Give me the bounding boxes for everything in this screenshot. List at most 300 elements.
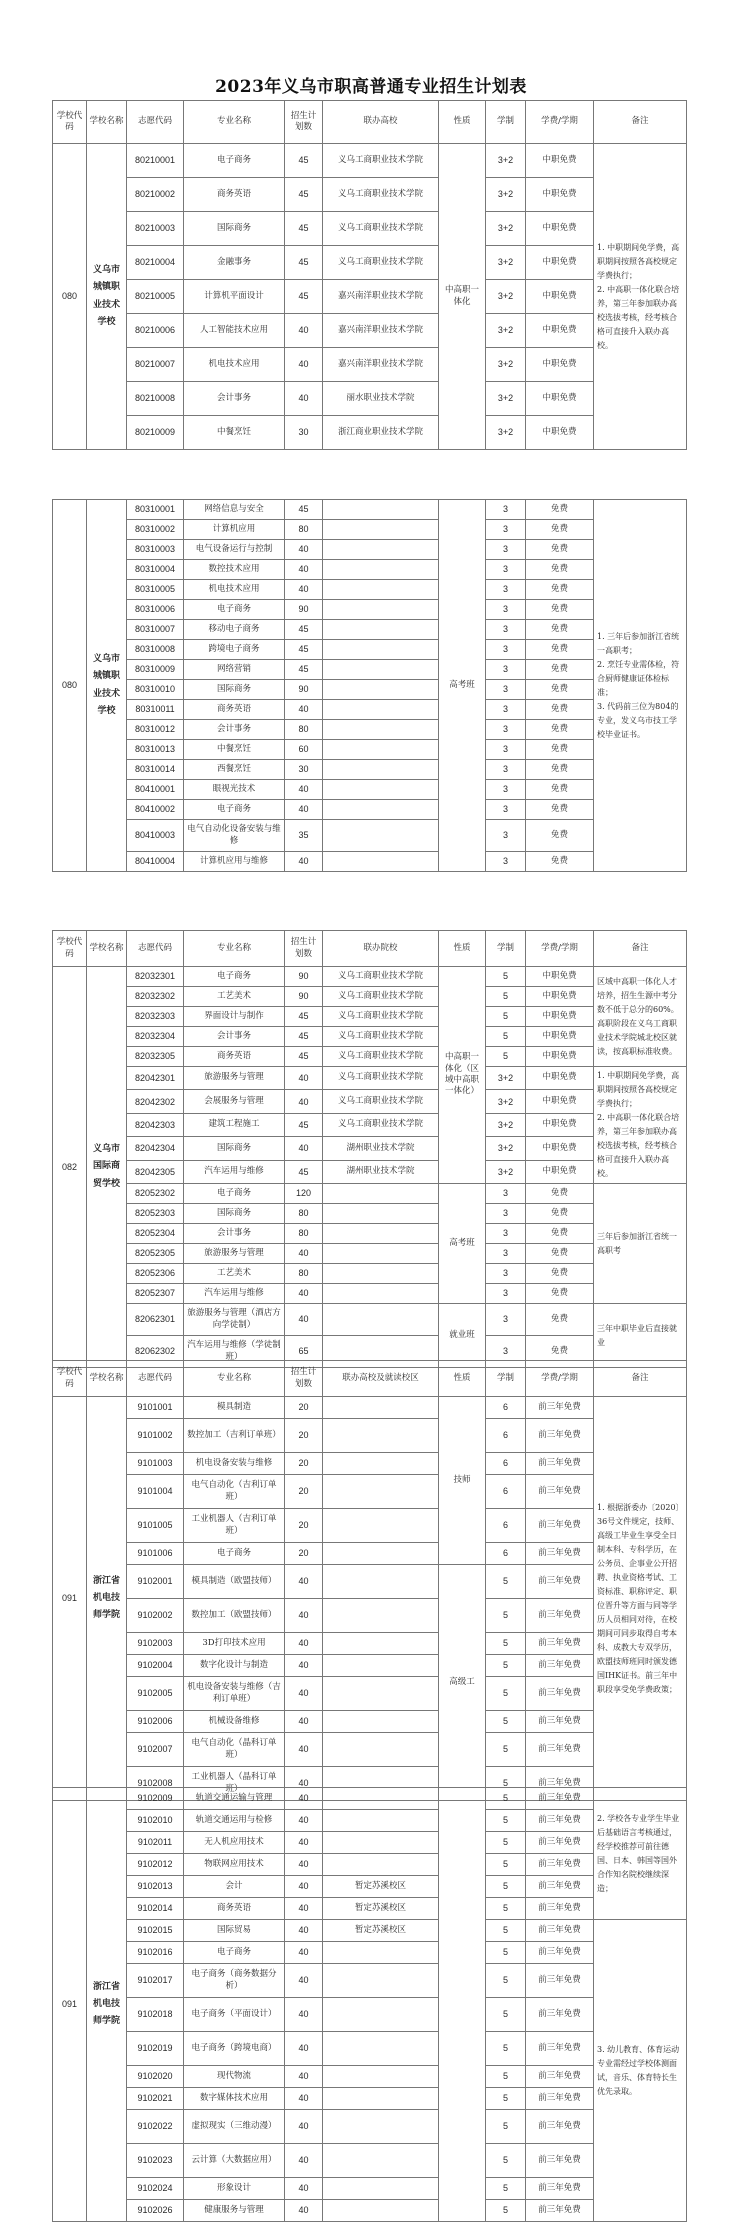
choice-code: 82042304 — [127, 1137, 184, 1160]
major-name: 数字媒体技术应用 — [184, 2088, 285, 2110]
fee: 中职免费 — [526, 382, 594, 416]
years: 5 — [486, 1733, 526, 1767]
fee: 免费 — [526, 1224, 594, 1244]
partner-school: 湖州职业技术学院 — [323, 1137, 439, 1160]
fee: 中职免费 — [526, 178, 594, 212]
partner-school — [323, 1733, 439, 1767]
table-row — [53, 1633, 687, 1655]
fee: 中职免费 — [526, 1047, 594, 1067]
partner-school — [323, 1264, 439, 1284]
school-code: 091 — [53, 1397, 87, 1801]
fee: 前三年免费 — [526, 1964, 594, 1998]
remark: 区域中高职一体化人才培养，招生生源中考分数不低于总分的60%。高职阶段在义乌工商职业技术学院城北校区就读，按高职标准收费。 — [594, 967, 687, 1067]
plan-count: 40 — [285, 1942, 323, 1964]
header-nature: 性质 — [439, 101, 486, 144]
table-row — [53, 2144, 687, 2178]
table-header-row — [53, 101, 687, 144]
years: 3 — [486, 1184, 526, 1204]
header-major: 专业名称 — [184, 101, 285, 144]
choice-code: 80310003 — [127, 540, 184, 560]
fee: 免费 — [526, 780, 594, 800]
partner-school: 暂定苏溪校区 — [323, 1876, 439, 1898]
header-plan: 招生计划数 — [285, 101, 323, 144]
years: 5 — [486, 1854, 526, 1876]
fee: 前三年免费 — [526, 1876, 594, 1898]
partner-school: 暂定苏溪校区 — [323, 1920, 439, 1942]
partner-school: 义乌工商职业技术学院 — [323, 144, 439, 178]
partner-school — [323, 1788, 439, 1810]
partner-school: 义乌工商职业技术学院 — [323, 212, 439, 246]
table-row — [53, 2032, 687, 2066]
major-name: 物联网应用技术 — [184, 1854, 285, 1876]
partner-school — [323, 1224, 439, 1244]
partner-school — [323, 852, 439, 872]
table-row — [53, 382, 687, 416]
plan-count: 60 — [285, 740, 323, 760]
choice-code: 9102018 — [127, 1998, 184, 2032]
fee: 免费 — [526, 800, 594, 820]
years: 3+2 — [486, 382, 526, 416]
partner-school — [323, 600, 439, 620]
partner-school — [323, 1711, 439, 1733]
major-name: 数字化设计与制造 — [184, 1655, 285, 1677]
header-major: 专业名称 — [184, 1361, 285, 1397]
years: 3 — [486, 1284, 526, 1304]
partner-school — [323, 800, 439, 820]
partner-school — [323, 1677, 439, 1711]
major-name: 国际商务 — [184, 212, 285, 246]
major-name: 国际商务 — [184, 680, 285, 700]
major-name: 轨道交通运输与管理 — [184, 1788, 285, 1810]
years: 3 — [486, 1304, 526, 1336]
nature: 中高职一体化（区域中高职一体化） — [439, 967, 486, 1184]
major-name: 电气自动化（吉利订单班） — [184, 1475, 285, 1509]
major-name: 商务英语 — [184, 1047, 285, 1067]
table-row — [53, 720, 687, 740]
major-name: 电子商务（跨境电商） — [184, 2032, 285, 2066]
major-name: 机械设备维修 — [184, 1711, 285, 1733]
years: 3 — [486, 852, 526, 872]
choice-code: 82042305 — [127, 1160, 184, 1183]
remark: 1. 中职期间免学费，高职期间按照各高校规定学费执行； 2. 中高职一体化联合培养，第三年参加联办高校选拔考核，经考核合格可直接升入联办高校。 — [594, 144, 687, 450]
partner-school — [323, 1832, 439, 1854]
choice-code: 82052305 — [127, 1244, 184, 1264]
table-row — [53, 1655, 687, 1677]
choice-code: 80410003 — [127, 820, 184, 852]
fee: 中职免费 — [526, 348, 594, 382]
plan-count: 40 — [285, 780, 323, 800]
major-name: 网络信息与安全 — [184, 500, 285, 520]
partner-school: 丽水职业技术学院 — [323, 382, 439, 416]
choice-code: 9102002 — [127, 1599, 184, 1633]
years: 5 — [486, 1964, 526, 1998]
table-row — [53, 416, 687, 450]
major-name: 计算机应用与维修 — [184, 852, 285, 872]
years: 5 — [486, 1711, 526, 1733]
plan-count: 40 — [285, 2110, 323, 2144]
table-row — [53, 1137, 687, 1160]
remark: 三年后参加浙江省统一高职考 — [594, 1184, 687, 1304]
table-row — [53, 1264, 687, 1284]
choice-code: 80310010 — [127, 680, 184, 700]
major-name: 中餐烹饪 — [184, 740, 285, 760]
major-name: 眼视光技术 — [184, 780, 285, 800]
table-row — [53, 1543, 687, 1565]
plan-count: 40 — [285, 1090, 323, 1113]
partner-school: 湖州职业技术学院 — [323, 1160, 439, 1183]
table-row — [53, 1419, 687, 1453]
fee: 前三年免费 — [526, 1942, 594, 1964]
school-code: 091 — [53, 1788, 87, 2222]
plan-count: 65 — [285, 1336, 323, 1368]
fee: 前三年免费 — [526, 1543, 594, 1565]
choice-code: 82042302 — [127, 1090, 184, 1113]
choice-code: 9101004 — [127, 1475, 184, 1509]
choice-code: 9102019 — [127, 2032, 184, 2066]
plan-count: 40 — [285, 1244, 323, 1264]
years: 5 — [486, 1832, 526, 1854]
choice-code: 82042303 — [127, 1113, 184, 1136]
table-row — [53, 2088, 687, 2110]
plan-count: 40 — [285, 382, 323, 416]
header-partner: 联办高校及就读校区 — [323, 1361, 439, 1397]
major-name: 电气自动化设备安装与维修 — [184, 820, 285, 852]
table-row — [53, 1565, 687, 1599]
partner-school — [323, 1419, 439, 1453]
school-name: 义乌市国际商贸学校 — [87, 967, 127, 1368]
header-school-name: 学校名称 — [87, 931, 127, 967]
plan-count: 40 — [285, 1920, 323, 1942]
plan-count: 45 — [285, 1027, 323, 1047]
table-row — [53, 680, 687, 700]
table-row — [53, 1397, 687, 1419]
table-body — [53, 967, 687, 1368]
table-row — [53, 640, 687, 660]
header-choice-code: 志愿代码 — [127, 101, 184, 144]
years: 6 — [486, 1475, 526, 1509]
choice-code: 9102008 — [127, 1767, 184, 1801]
header-years: 学制 — [486, 101, 526, 144]
major-name: 移动电子商务 — [184, 620, 285, 640]
partner-school: 嘉兴南洋职业技术学院 — [323, 314, 439, 348]
fee: 中职免费 — [526, 314, 594, 348]
partner-school — [323, 1633, 439, 1655]
major-name: 会展服务与管理 — [184, 1090, 285, 1113]
fee: 前三年免费 — [526, 1788, 594, 1810]
major-name: 机电技术应用 — [184, 580, 285, 600]
table-row — [53, 700, 687, 720]
choice-code: 9102010 — [127, 1810, 184, 1832]
partner-school: 义乌工商职业技术学院 — [323, 1113, 439, 1136]
header-school-code: 学校代码 — [53, 101, 87, 144]
years: 5 — [486, 1047, 526, 1067]
table-row — [53, 1711, 687, 1733]
header-remark: 备注 — [594, 931, 687, 967]
choice-code: 9102007 — [127, 1733, 184, 1767]
fee: 前三年免费 — [526, 1810, 594, 1832]
years: 3 — [486, 780, 526, 800]
major-name: 现代物流 — [184, 2066, 285, 2088]
header-partner: 联办高校 — [323, 101, 439, 144]
fee: 免费 — [526, 1184, 594, 1204]
plan-count: 80 — [285, 1204, 323, 1224]
school-code: 082 — [53, 967, 87, 1368]
table-row — [53, 280, 687, 314]
years: 5 — [486, 2032, 526, 2066]
major-name: 计算机平面设计 — [184, 280, 285, 314]
major-name: 商务英语 — [184, 1898, 285, 1920]
partner-school — [323, 2144, 439, 2178]
years: 3 — [486, 720, 526, 740]
years: 3 — [486, 740, 526, 760]
major-name: 计算机应用 — [184, 520, 285, 540]
years: 5 — [486, 2066, 526, 2088]
table-row — [53, 1854, 687, 1876]
choice-code: 82052304 — [127, 1224, 184, 1244]
plan-count: 40 — [285, 2066, 323, 2088]
plan-count: 40 — [285, 852, 323, 872]
fee: 前三年免费 — [526, 1397, 594, 1419]
fee: 中职免费 — [526, 246, 594, 280]
partner-school — [323, 1599, 439, 1633]
fee: 中职免费 — [526, 280, 594, 314]
choice-code: 80310011 — [127, 700, 184, 720]
plan-count: 40 — [285, 2144, 323, 2178]
major-name: 轨道交通运用与检修 — [184, 1810, 285, 1832]
years: 5 — [486, 1942, 526, 1964]
choice-code: 9101006 — [127, 1543, 184, 1565]
plan-count: 40 — [285, 1655, 323, 1677]
school-name: 义乌市城镇职业技术学校 — [87, 144, 127, 450]
fee: 前三年免费 — [526, 1475, 594, 1509]
table-row — [53, 1898, 687, 1920]
fee: 免费 — [526, 560, 594, 580]
partner-school — [323, 1204, 439, 1224]
major-name: 模具制造 — [184, 1397, 285, 1419]
plan-count: 20 — [285, 1509, 323, 1543]
plan-count: 40 — [285, 1964, 323, 1998]
partner-school — [323, 680, 439, 700]
plan-count: 35 — [285, 820, 323, 852]
nature: 高考班 — [439, 1184, 486, 1304]
major-name: 机电设备安装与维修 — [184, 1453, 285, 1475]
years: 5 — [486, 1565, 526, 1599]
header-school-code: 学校代码 — [53, 1361, 87, 1397]
table-row — [53, 1832, 687, 1854]
plan-count: 45 — [285, 1047, 323, 1067]
choice-code: 80410002 — [127, 800, 184, 820]
fee: 前三年免费 — [526, 2110, 594, 2144]
years: 3+2 — [486, 348, 526, 382]
choice-code: 82052303 — [127, 1204, 184, 1224]
plan-count: 40 — [285, 1677, 323, 1711]
table-row — [53, 1920, 687, 1942]
table-row — [53, 1244, 687, 1264]
table-row — [53, 2178, 687, 2200]
fee: 免费 — [526, 540, 594, 560]
major-name: 商务英语 — [184, 178, 285, 212]
table-080-integrated — [52, 100, 687, 450]
fee: 中职免费 — [526, 1113, 594, 1136]
fee: 前三年免费 — [526, 1419, 594, 1453]
choice-code: 82052306 — [127, 1264, 184, 1284]
choice-code: 9102022 — [127, 2110, 184, 2144]
header-remark: 备注 — [594, 1361, 687, 1397]
partner-school — [323, 1475, 439, 1509]
partner-school — [323, 1810, 439, 1832]
years: 5 — [486, 2110, 526, 2144]
plan-count: 40 — [285, 1876, 323, 1898]
plan-count: 40 — [285, 1137, 323, 1160]
partner-school — [323, 1184, 439, 1204]
table-row — [53, 1964, 687, 1998]
years: 3+2 — [486, 144, 526, 178]
nature — [439, 1788, 486, 2222]
years: 5 — [486, 2088, 526, 2110]
table-row — [53, 2066, 687, 2088]
partner-school — [323, 2066, 439, 2088]
choice-code: 82052302 — [127, 1184, 184, 1204]
plan-count: 45 — [285, 212, 323, 246]
fee: 免费 — [526, 640, 594, 660]
fee: 免费 — [526, 740, 594, 760]
header-partner: 联办院校 — [323, 931, 439, 967]
plan-count: 40 — [285, 540, 323, 560]
partner-school — [323, 2110, 439, 2144]
header-school-name: 学校名称 — [87, 101, 127, 144]
years: 3+2 — [486, 246, 526, 280]
choice-code: 9102021 — [127, 2088, 184, 2110]
fee: 免费 — [526, 720, 594, 740]
major-name: 数控加工（吉利订单班） — [184, 1419, 285, 1453]
choice-code: 9101002 — [127, 1419, 184, 1453]
plan-count: 40 — [285, 1810, 323, 1832]
plan-count: 40 — [285, 1832, 323, 1854]
plan-count: 90 — [285, 967, 323, 987]
partner-school: 暂定苏溪校区 — [323, 1898, 439, 1920]
fee: 中职免费 — [526, 1137, 594, 1160]
plan-count: 80 — [285, 720, 323, 740]
years: 3 — [486, 1244, 526, 1264]
partner-school — [323, 1509, 439, 1543]
header-remark: 备注 — [594, 101, 687, 144]
major-name: 电子商务 — [184, 1942, 285, 1964]
plan-count: 40 — [285, 2200, 323, 2222]
major-name: 旅游服务与管理（酒店方向学徒制） — [184, 1304, 285, 1336]
fee: 前三年免费 — [526, 1509, 594, 1543]
choice-code: 9102014 — [127, 1898, 184, 1920]
partner-school — [323, 1998, 439, 2032]
fee: 中职免费 — [526, 1090, 594, 1113]
table-080-exam — [52, 499, 687, 872]
plan-count: 40 — [285, 314, 323, 348]
plan-count: 20 — [285, 1475, 323, 1509]
years: 5 — [486, 1810, 526, 1832]
years: 3+2 — [486, 314, 526, 348]
years: 5 — [486, 1788, 526, 1810]
partner-school — [323, 1453, 439, 1475]
fee: 前三年免费 — [526, 2088, 594, 2110]
table-row — [53, 1113, 687, 1136]
fee: 中职免费 — [526, 416, 594, 450]
fee: 免费 — [526, 520, 594, 540]
choice-code: 9102003 — [127, 1633, 184, 1655]
choice-code: 82042301 — [127, 1067, 184, 1090]
years: 3 — [486, 660, 526, 680]
major-name: 西餐烹饪 — [184, 760, 285, 780]
major-name: 工艺美术 — [184, 987, 285, 1007]
years: 3+2 — [486, 178, 526, 212]
plan-count: 45 — [285, 1007, 323, 1027]
school-name: 浙江省机电技师学院 — [87, 1397, 127, 1801]
years: 3 — [486, 1224, 526, 1244]
choice-code: 82052307 — [127, 1284, 184, 1304]
table-row — [53, 2200, 687, 2222]
remark: 3. 幼儿教育、体育运动专业需经过学校体测面试，音乐、体育特长生优先录取。 — [594, 1920, 687, 2222]
choice-code: 82032304 — [127, 1027, 184, 1047]
years: 3 — [486, 500, 526, 520]
major-name: 3D打印技术应用 — [184, 1633, 285, 1655]
fee: 免费 — [526, 600, 594, 620]
table-body — [53, 1397, 687, 1801]
major-name: 电子商务（平面设计） — [184, 1998, 285, 2032]
partner-school — [323, 620, 439, 640]
years: 5 — [486, 1898, 526, 1920]
fee: 中职免费 — [526, 1067, 594, 1090]
fee: 免费 — [526, 580, 594, 600]
years: 3+2 — [486, 1090, 526, 1113]
major-name: 电气设备运行与控制 — [184, 540, 285, 560]
plan-count: 40 — [285, 1067, 323, 1090]
major-name: 国际贸易 — [184, 1920, 285, 1942]
fee: 前三年免费 — [526, 2200, 594, 2222]
plan-count: 40 — [285, 1284, 323, 1304]
years: 5 — [486, 2178, 526, 2200]
major-name: 电子商务 — [184, 800, 285, 820]
table-row — [53, 540, 687, 560]
choice-code: 80210002 — [127, 178, 184, 212]
page-title: 2023年义乌市职高普通专业招生计划表 — [215, 77, 527, 97]
major-name: 中餐烹饪 — [184, 416, 285, 450]
years: 6 — [486, 1397, 526, 1419]
plan-count: 30 — [285, 760, 323, 780]
fee: 前三年免费 — [526, 1565, 594, 1599]
fee: 免费 — [526, 1244, 594, 1264]
major-name: 界面设计与制作 — [184, 1007, 285, 1027]
fee: 中职免费 — [526, 1160, 594, 1183]
years: 6 — [486, 1419, 526, 1453]
table-row — [53, 560, 687, 580]
partner-school — [323, 1543, 439, 1565]
years: 6 — [486, 1509, 526, 1543]
years: 3+2 — [486, 1160, 526, 1183]
choice-code: 80310001 — [127, 500, 184, 520]
years: 5 — [486, 967, 526, 987]
table-091-part2 — [52, 1787, 687, 2222]
table-row — [53, 314, 687, 348]
partner-school — [323, 500, 439, 520]
choice-code: 9101005 — [127, 1509, 184, 1543]
partner-school — [323, 560, 439, 580]
table-row — [53, 520, 687, 540]
choice-code: 9102026 — [127, 2200, 184, 2222]
plan-count: 40 — [285, 1565, 323, 1599]
plan-count: 40 — [285, 1599, 323, 1633]
fee: 中职免费 — [526, 1007, 594, 1027]
major-name: 国际商务 — [184, 1204, 285, 1224]
fee: 免费 — [526, 1304, 594, 1336]
years: 3 — [486, 1336, 526, 1368]
